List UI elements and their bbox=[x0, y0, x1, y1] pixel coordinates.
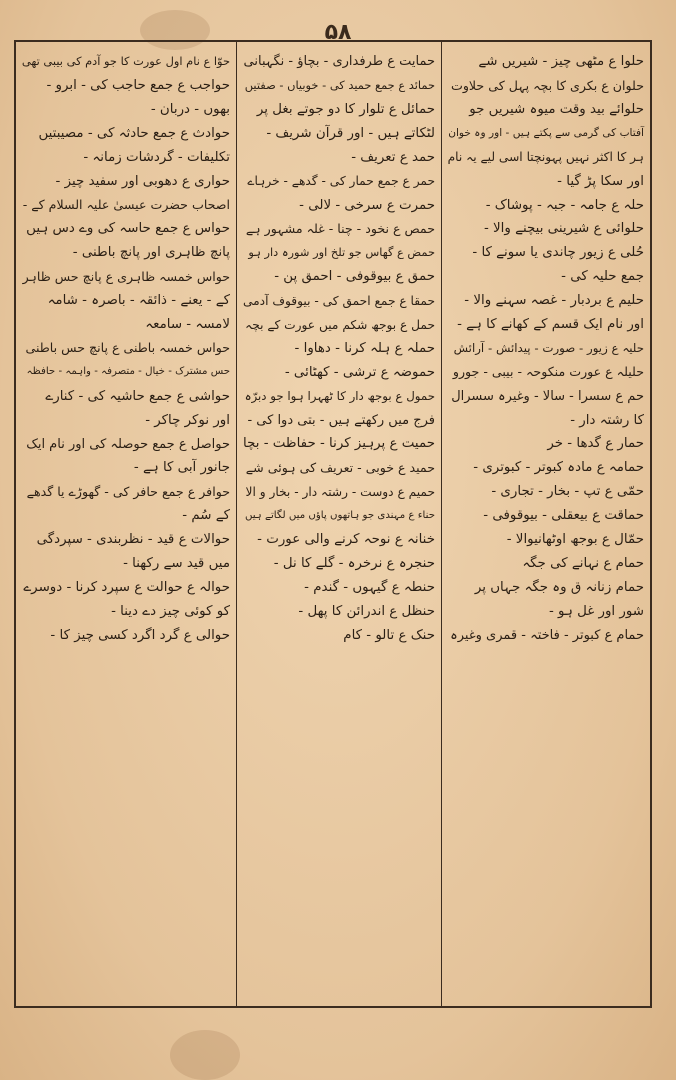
entry-line: حنطہ ع گیہوں - گندم - bbox=[304, 579, 435, 595]
left-column bbox=[16, 42, 236, 1006]
entry-line: حمام ع نہانے کی جگہ bbox=[522, 555, 644, 571]
entry-line: حمد ع تعریف - bbox=[351, 149, 435, 165]
entry-line: اور نام ایک قسم کے کھانے کا ہے - bbox=[457, 317, 644, 333]
entry-line: حلوا ع مٹھی چیز - شیریں شے bbox=[478, 54, 644, 70]
entry-line: ہر کا اکثر نہیں پہونچتا اسی لیے یہ نام bbox=[447, 150, 644, 165]
entry-line: کے - یعنے - ذائقہ - باصرہ - شامہ bbox=[47, 293, 230, 309]
entry-line: حموضہ ع ترشی - کھٹائی - bbox=[284, 364, 435, 380]
entry-line: حمیم ع دوست - رشتہ دار - بخار و الا bbox=[245, 484, 435, 499]
entry-line: حواس خمسہ ظاہری ع پانچ حس ظاہر bbox=[22, 268, 230, 284]
entry-line: حوالہ ع حوالت ع سپرد کرنا - دوسرے bbox=[23, 579, 230, 595]
entry-line: حم ع سسرا - سالا - وغیرہ سسرال bbox=[451, 388, 644, 404]
entry-line: حواس ع جمع حاسہ کی وے دس ہیں bbox=[26, 221, 230, 237]
entry-line: حلوان ع بکری کا بچہ پہل کی حلاوت bbox=[450, 77, 644, 93]
entry-line: حلوائے بید وقت میوہ شیریں جو bbox=[469, 102, 644, 118]
right-column bbox=[441, 42, 650, 1006]
entry-line: اصحاب حضرت عیسیٰ علیہ السلام کے - bbox=[22, 196, 230, 212]
entry-line: حمائل ع تلوار کا دو جوتے بغل پر bbox=[256, 102, 435, 118]
entry-line: اور نوکر چاکر - bbox=[145, 412, 230, 428]
entry-line: حمر ع جمع حمار کی - گدھے - خرہاے bbox=[247, 174, 435, 189]
entry-line: حمض ع گھاس جو تلخ اور شورہ دار ہو bbox=[248, 245, 435, 260]
entry-line: حواصل ع جمع حوصلہ کی اور نام ایک bbox=[26, 436, 230, 452]
entry-line: فرج میں رکھتے ہیں - بتی دوا کی - bbox=[247, 412, 435, 428]
entry-line: جانور آبی کا ہے - bbox=[133, 460, 230, 476]
entry-line: حنظل ع اندرائن کا پھل - bbox=[298, 603, 435, 619]
entry-line: بھوں - دربان - bbox=[150, 102, 230, 118]
entry-line: تکلیفات - گردشات زمانہ - bbox=[83, 149, 230, 165]
entry-line: جمع حلیہ کی - bbox=[561, 269, 644, 285]
entry-line: حمّی ع تپ - بخار - تجاری - bbox=[491, 484, 644, 500]
entry-line: کے سُم - bbox=[182, 508, 230, 524]
entry-line: حمقا ع جمع احمق کی - بیوقوف آدمی bbox=[242, 293, 435, 308]
entry-line: حوالات ع قید - نظربندی - سپردگی bbox=[36, 532, 230, 548]
entry-line: حمق ع بیوقوفی - احمق پن - bbox=[274, 269, 435, 285]
entry-line: حوّا ع نام اول عورت کا جو آدم کی بیبی تھی bbox=[21, 54, 230, 69]
entry-line: حُلی ع زیور چاندی یا سونے کا - bbox=[472, 245, 644, 261]
entry-line: حمام ع کبوتر - فاختہ - قمری وغیرہ bbox=[450, 627, 644, 643]
entry-line: حمایت ع طرفداری - بچاؤ - نگہبانی bbox=[243, 54, 435, 70]
entry-line: حواشی ع جمع حاشیہ کی - کنارے bbox=[45, 388, 230, 404]
entry-line: حمیت ع پرہیز کرنا - حفاظت - بچا bbox=[242, 436, 435, 452]
entry-line: حمائد ع جمع حمید کی - خوبیاں - صفتیں bbox=[244, 78, 435, 93]
middle-column bbox=[236, 42, 441, 1006]
entry-line: حنک ع تالو - کام bbox=[343, 627, 435, 643]
entry-line: آفتاب کی گرمی سے پکتے ہیں - اور وہ خوان bbox=[448, 127, 644, 140]
entry-line: حوافر ع جمع حافر کی - گھوڑے یا گدھے bbox=[26, 483, 230, 499]
entry-line: کو کوئی چیز دے دینا - bbox=[111, 603, 230, 619]
entry-line: حمل ع بوجھ شکم میں عورت کے بچہ bbox=[245, 317, 435, 332]
page-number: ۵۸ bbox=[324, 20, 352, 45]
entry-line: حوالی ع گرد اگرد کسی چیز کا - bbox=[50, 627, 230, 643]
entry-line: حلیم ع بردبار - غصہ سہنے والا - bbox=[464, 293, 644, 309]
entry-line: حمول ع بوجھ دار کا ٹھہرا ہوا جو دبرّہ bbox=[244, 388, 435, 403]
entry-line: حلیہ ع زیور - صورت - پیدائش - آرائش bbox=[453, 340, 644, 355]
entry-line: حلوائی ع شیرینی بیچنے والا - bbox=[483, 221, 644, 237]
entry-line: حمام زنانہ ق وہ جگہ جہاں پر bbox=[474, 579, 644, 595]
entry-line: لامسہ - سامعہ bbox=[145, 317, 230, 333]
entry-line: حماقت ع بیعقلی - بیوقوفی - bbox=[483, 508, 644, 524]
paper-stain bbox=[170, 1030, 240, 1080]
entry-line: حملہ ع ہلہ کرنا - دھاوا - bbox=[294, 340, 435, 356]
entry-line: حواجب ع جمع حاجب کی - ابرو - bbox=[46, 78, 230, 94]
entry-line: حمید ع خوبی - تعریف کی ہوئی شے bbox=[245, 459, 435, 475]
entry-line: کا رشتہ دار - bbox=[570, 412, 644, 428]
entry-line: پانچ ظاہری اور پانچ باطنی - bbox=[72, 245, 230, 261]
entry-line: حوادث ع جمع حادثہ کی - مصیبتیں bbox=[38, 125, 230, 141]
entry-line: اور سکا پڑ گیا - bbox=[557, 173, 644, 189]
entry-line: میں قید سے رکھنا - bbox=[123, 555, 230, 571]
entry-line: حلیلہ ع عورت منکوحہ - بیبی - جورو bbox=[452, 364, 644, 380]
entry-line: حمرت ع سرخی - لالی - bbox=[299, 197, 435, 213]
entry-line: حناء ع مہندی جو ہاتھوں پاؤں میں لگاتے ہیں bbox=[244, 509, 435, 521]
entry-line: لٹکاتے ہیں - اور قرآن شریف - bbox=[266, 125, 435, 141]
entry-line: حمص ع نخود - چنا - غلہ مشہور ہے bbox=[245, 220, 435, 236]
entry-line: خنانہ ع نوحہ کرنے والی عورت - bbox=[257, 532, 435, 548]
entry-line: حمار ع گدھا - خر bbox=[547, 436, 644, 452]
entry-line: حلہ ع جامہ - جبہ - پوشاک - bbox=[485, 197, 644, 213]
entry-line: حواس خمسہ باطنی ع پانچ حس باطنی bbox=[25, 340, 230, 356]
entry-line: حواری ع دھوبی اور سفید چیز - bbox=[55, 173, 230, 189]
entry-line: حمّال ع بوجھ اوٹھانیوالا - bbox=[506, 532, 644, 548]
text-frame bbox=[14, 40, 652, 1008]
entry-line: حمامہ ع مادہ کبوتر - کبوتری - bbox=[473, 460, 644, 476]
entry-line: شور اور غل ہو - bbox=[548, 603, 644, 619]
entry-line: حس مشترک - خیال - متصرفہ - واہمہ - حافظہ bbox=[26, 366, 230, 378]
entry-line: حنجرہ ع نرخرہ - گلے کا نل - bbox=[273, 555, 435, 571]
